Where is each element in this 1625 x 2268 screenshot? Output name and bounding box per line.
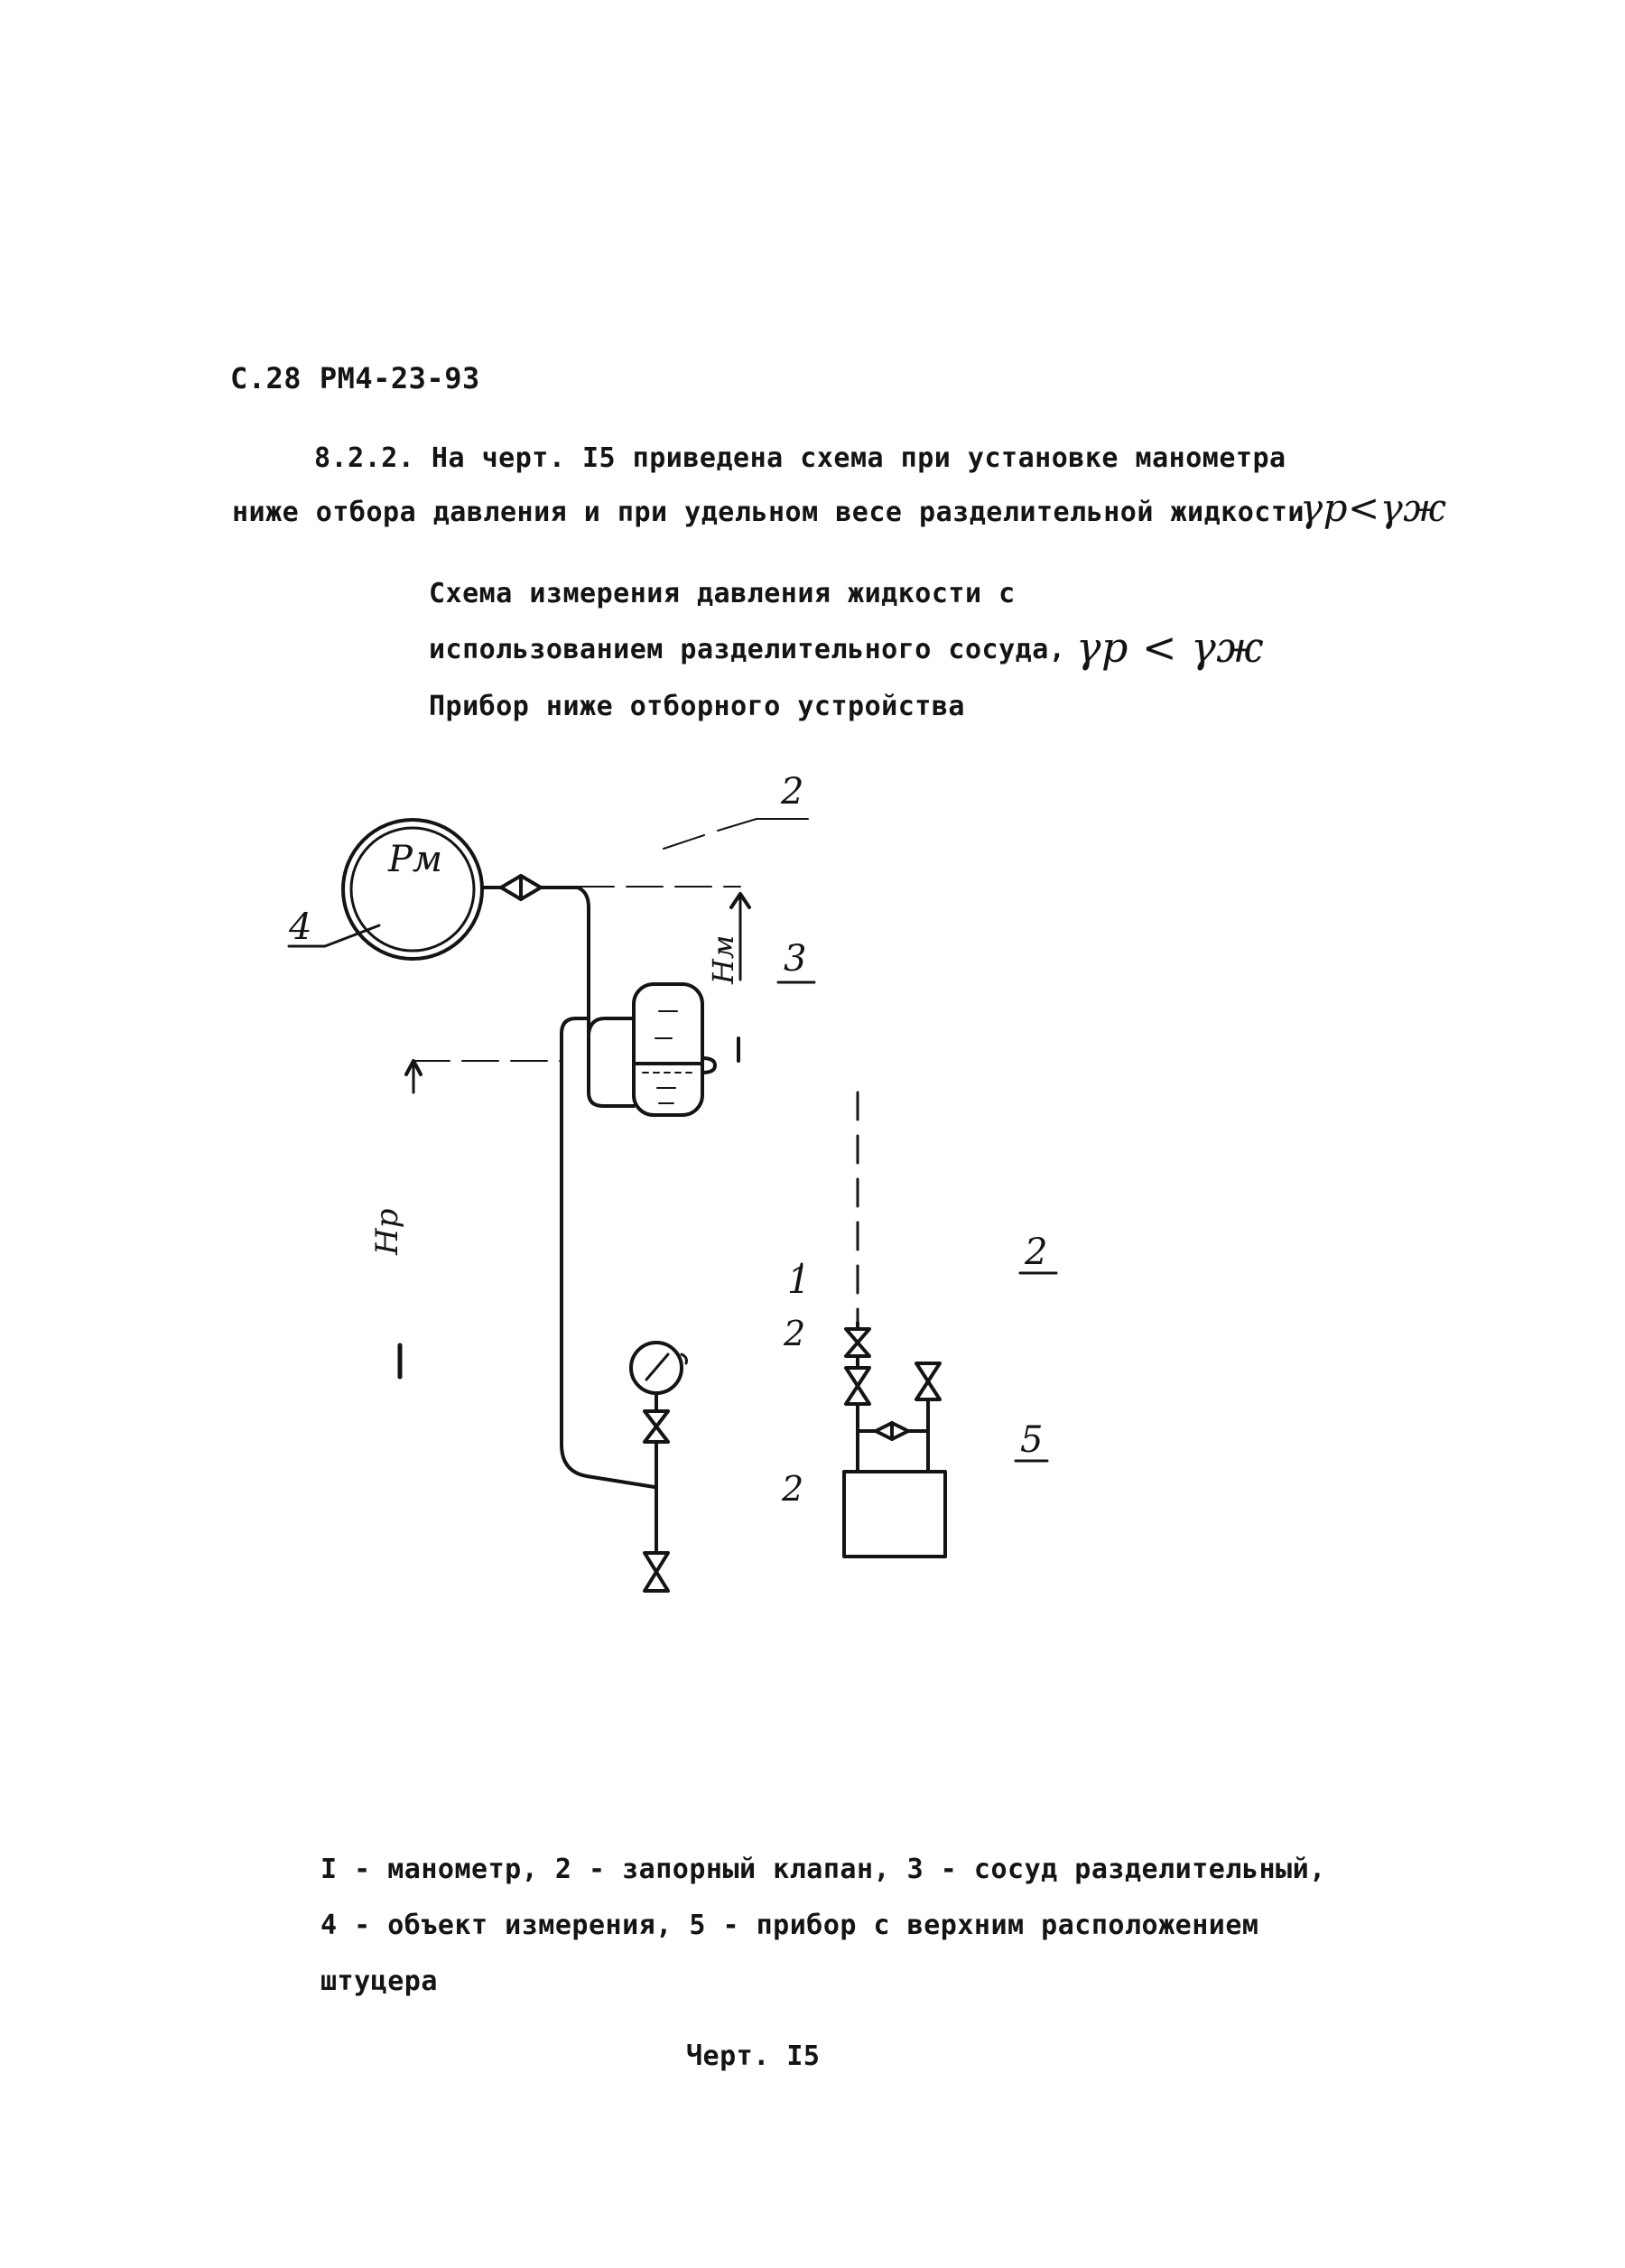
legend-line-3: штуцера — [320, 1966, 438, 1997]
callout-2-box: 2 — [782, 1469, 804, 1509]
manometer-icon — [631, 1343, 686, 1411]
right-left-valve-icon — [846, 1368, 869, 1404]
callout-1: 1 — [787, 1260, 811, 1302]
caption-density-symbol: γр < γж — [1076, 623, 1265, 672]
manometer-valve-icon — [645, 1411, 668, 1442]
process-pipe-down — [562, 1018, 655, 1487]
caption-line-2: использованием разделительного сосуда, — [429, 634, 1066, 665]
figure-caption: Черт. I5 — [686, 2040, 821, 2072]
paragraph-line-1: 8.2.2. На черт. I5 приведена схема при установке манометра — [314, 442, 1286, 474]
paragraph-density-symbol: γр<γж — [1300, 486, 1447, 530]
instrument-box — [844, 1472, 945, 1557]
legend-line-1: I - манометр, 2 - запорный клапан, 3 - сосуд разделительный, — [320, 1854, 1326, 1885]
separation-vessel — [634, 984, 715, 1115]
shutoff-valve-icon — [501, 876, 541, 899]
right-vent-valve-icon — [916, 1363, 940, 1399]
caption-line-3: Прибор ниже отборного устройства — [429, 691, 965, 722]
caption-line-1: Схема измерения давления жидкости с — [429, 578, 1016, 609]
height-m-label: Нм — [706, 934, 740, 984]
callout-2-right: 2 — [1025, 1232, 1048, 1273]
callout-2-valve: 2 — [784, 1314, 806, 1353]
callout-2-top: 2 — [781, 771, 804, 813]
height-p-label: Нр — [369, 1208, 405, 1255]
right-top-valve-icon — [846, 1329, 869, 1356]
vessel-inlet-pipe — [589, 1018, 634, 1034]
callout-4: 4 — [289, 906, 312, 948]
callout-5: 5 — [1020, 1419, 1044, 1461]
legend-line-2: 4 - объект измерения, 5 - прибор с верхним расположением — [320, 1910, 1259, 1941]
drain-valve-icon — [645, 1553, 668, 1591]
leader-2-top — [664, 835, 704, 849]
vessel-outlet-pipe — [589, 1034, 634, 1106]
callout-3: 3 — [784, 938, 807, 980]
paragraph-line-2: ниже отбора давления и при удельном весе разделительной жидкости — [232, 497, 1305, 528]
gauge-pressure-symbol: Рм — [388, 839, 443, 880]
equalizing-valve-icon — [876, 1423, 908, 1439]
main-pipe-vertical — [541, 888, 589, 1034]
page-reference: С.28 РМ4-23-93 — [230, 361, 480, 395]
